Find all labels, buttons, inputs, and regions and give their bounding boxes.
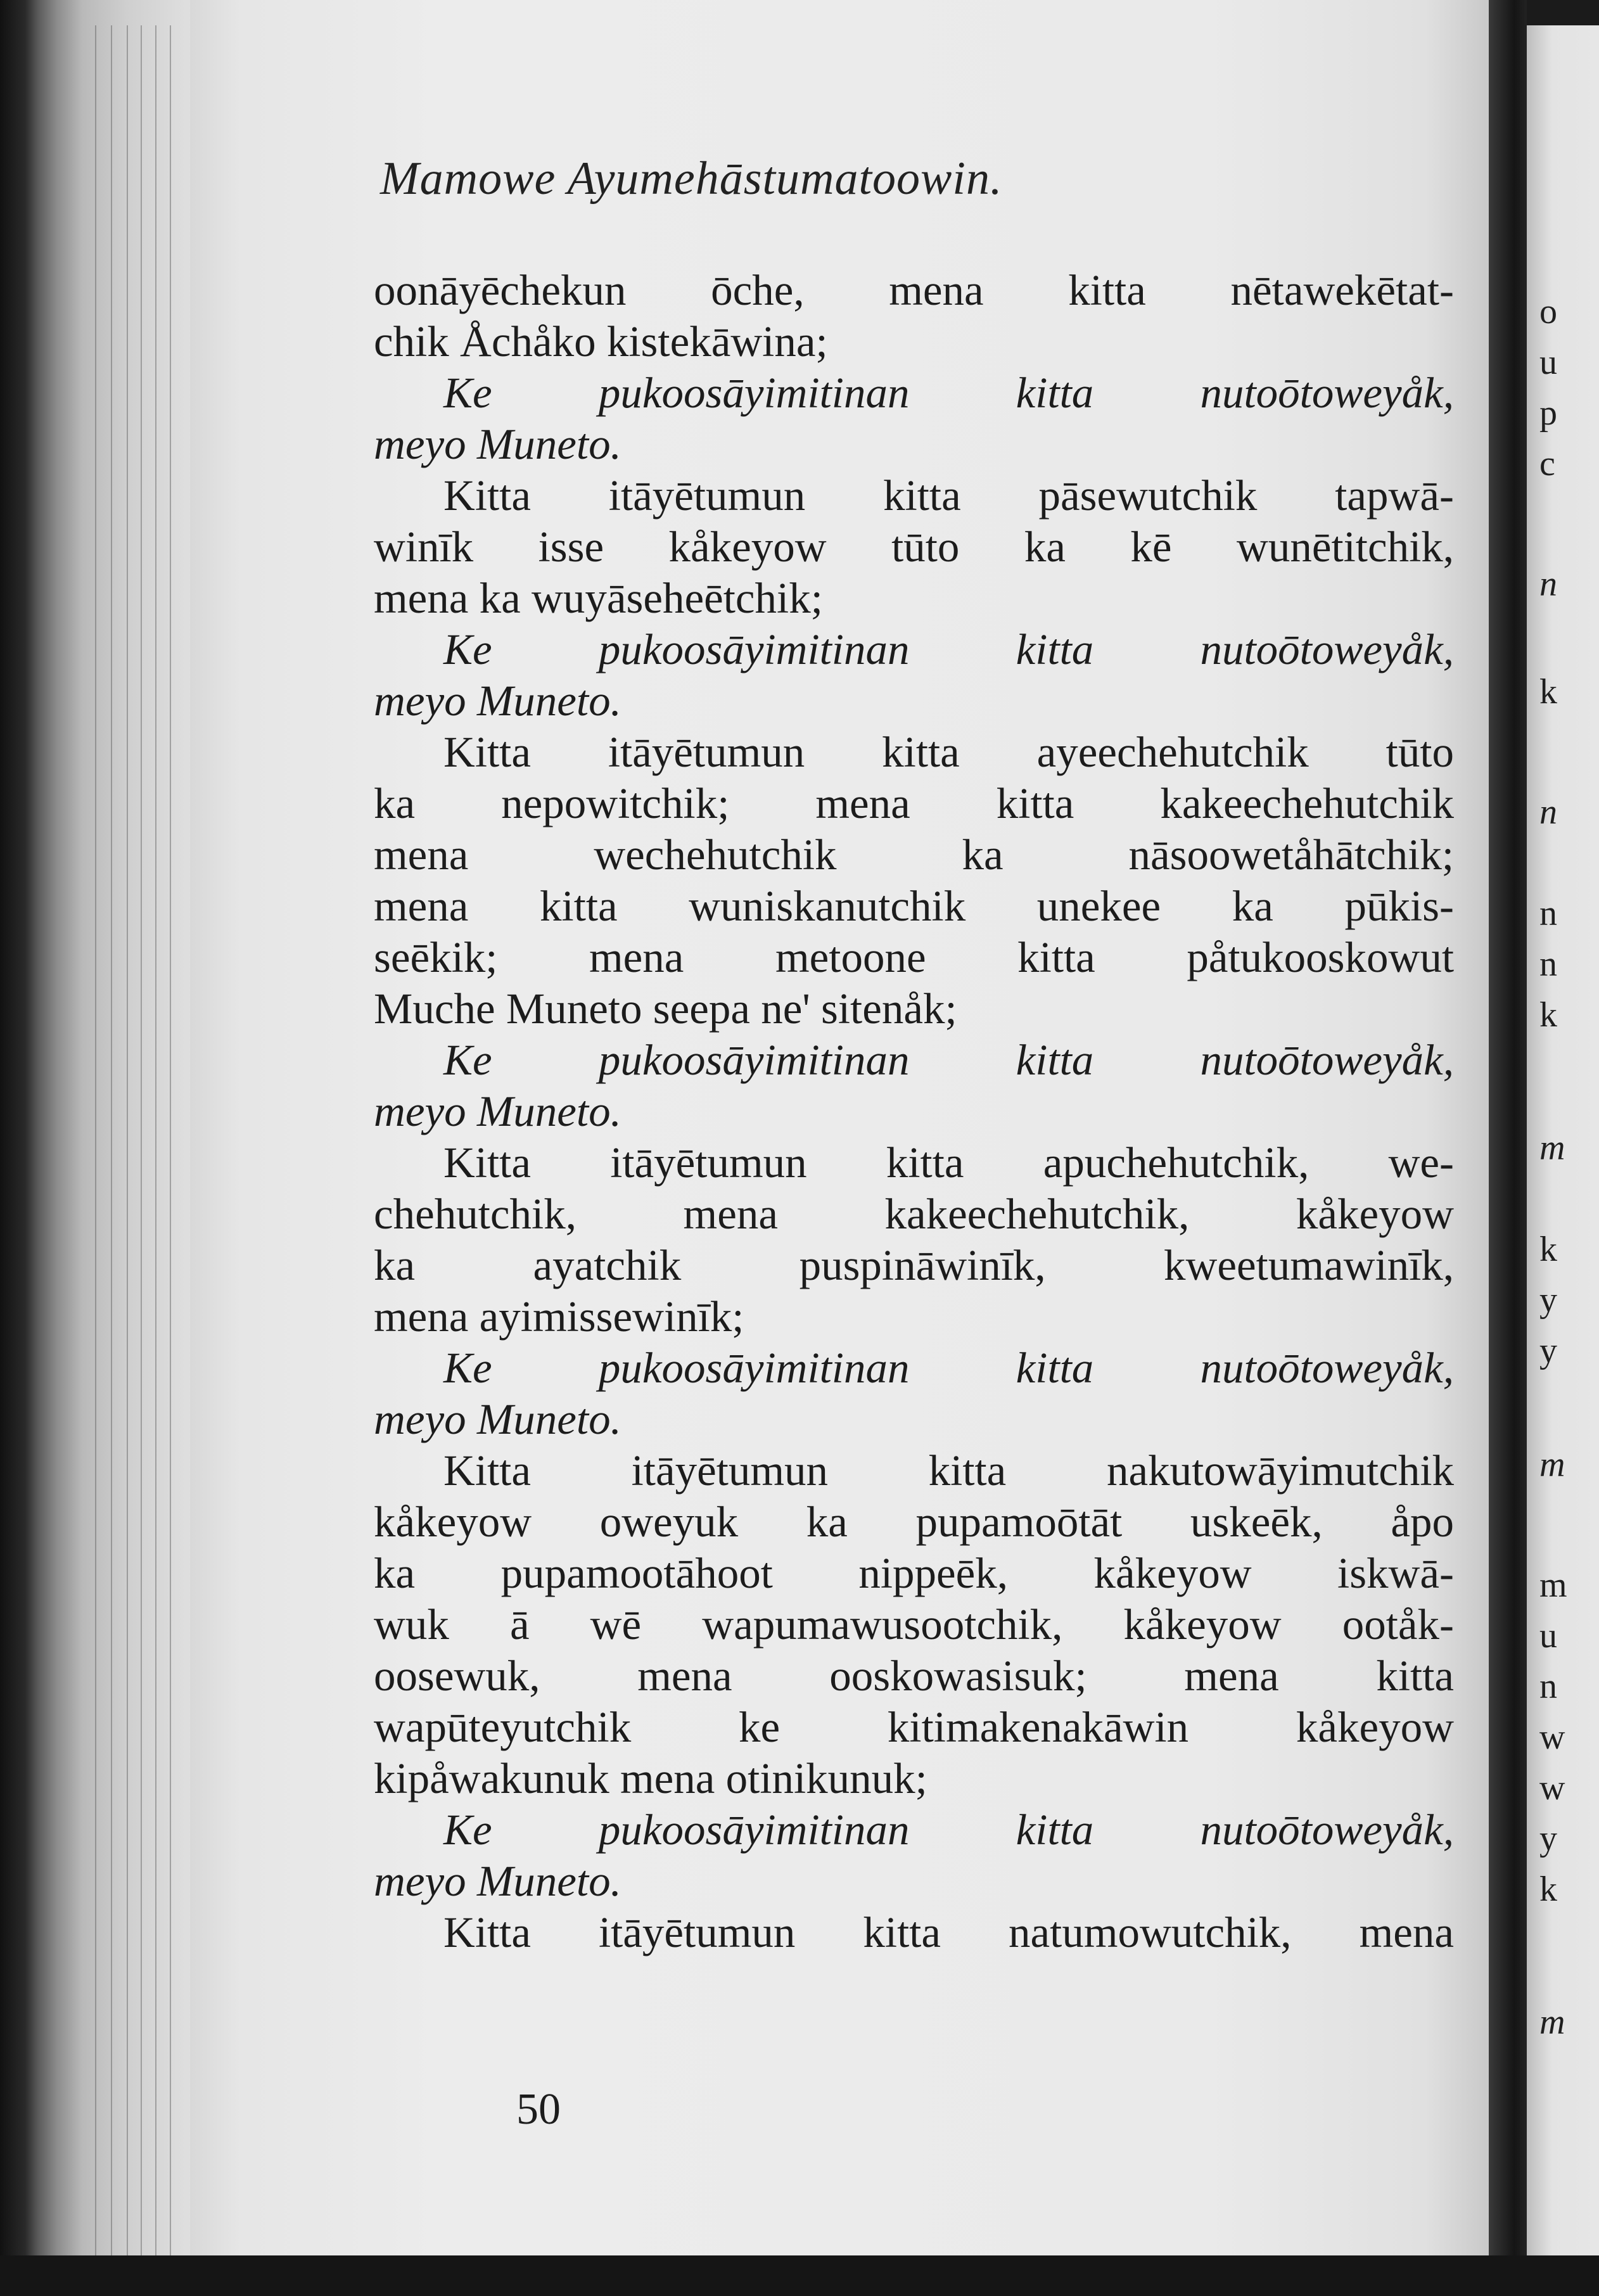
response-line: Ke pukoosāyimitinan kitta nutoōtoweyåk, (443, 1806, 1454, 1854)
text-line: Kitta itāyētumun kitta ayeechehutchik tūto (443, 728, 1454, 776)
facing-page-edge (1527, 25, 1599, 2268)
text-line: wuk ā wē wapumawusootchik, kåkeyow ootåk- (374, 1600, 1454, 1649)
text-line: oosewuk, mena ooskowasisuk; mena kitta (374, 1652, 1454, 1700)
facing-page-fragment: n (1539, 894, 1557, 933)
facing-page-fragment: m (1539, 1128, 1565, 1168)
text-line: Kitta itāyētumun kitta nakutowāyimutchik (443, 1446, 1454, 1495)
text-line: mena kitta wuniskanutchik unekee ka pūkis- (374, 882, 1454, 930)
facing-page-fragment: n (1539, 793, 1557, 832)
text-line: winīk isse kåkeyow tūto ka kē wunētitchik, (374, 523, 1454, 571)
text-line: ka ayatchik puspināwinīk, kweetumawinīk, (374, 1241, 1454, 1289)
book-page-edges (0, 0, 209, 2296)
text-line: mena ka wuyāseheētchik; (374, 574, 823, 622)
book-gutter (1489, 0, 1527, 2296)
scan-border (0, 2255, 1599, 2296)
facing-page-fragment: o (1539, 292, 1557, 331)
text-line: Kitta itāyētumun kitta natumowutchik, mena (443, 1908, 1454, 1956)
facing-page-fragment: n (1539, 1667, 1557, 1706)
text-line: mena wechehutchik ka nāsoowetåhātchik; (374, 831, 1454, 879)
facing-page-fragment: w (1539, 1718, 1565, 1757)
facing-page-fragment: n (1539, 564, 1557, 604)
facing-page-fragment: y (1539, 1819, 1557, 1858)
facing-page-fragment: m (1539, 1445, 1565, 1484)
response-line: meyo Muneto. (374, 1857, 621, 1905)
response-line: Ke pukoosāyimitinan kitta nutoōtoweyåk, (443, 625, 1454, 673)
text-line: ka nepowitchik; mena kitta kakeechehutchik (374, 779, 1454, 827)
text-line: mena ayimissewinīk; (374, 1292, 744, 1341)
text-line: Kitta itāyētumun kitta apuchehutchik, we- (443, 1138, 1454, 1187)
text-line: ka pupamootāhoot nippeēk, kåkeyow iskwā- (374, 1549, 1454, 1597)
running-title: Mamowe Ayumehāstumatoowin. (380, 153, 1003, 205)
text-line: wapūteyutchik ke kitimakenakāwin kåkeyow (374, 1703, 1454, 1751)
response-line: meyo Muneto. (374, 677, 621, 725)
response-line: meyo Muneto. (374, 1395, 621, 1443)
facing-page-fragment: w (1539, 1768, 1565, 1808)
response-line: Ke pukoosāyimitinan kitta nutoōtoweyåk, (443, 369, 1454, 417)
facing-page-fragment: u (1539, 343, 1557, 382)
response-line: meyo Muneto. (374, 420, 621, 468)
facing-page-fragment: u (1539, 1616, 1557, 1655)
facing-page-fragment: y (1539, 1331, 1557, 1370)
text-line: kåkeyow oweyuk ka pupamoōtāt uskeēk, åpo (374, 1498, 1454, 1546)
response-line: Ke pukoosāyimitinan kitta nutoōtoweyåk, (443, 1036, 1454, 1084)
facing-page-fragment: k (1539, 1230, 1557, 1269)
response-line: meyo Muneto. (374, 1087, 621, 1135)
facing-page-fragment: k (1539, 672, 1557, 711)
page-body-text (374, 265, 1454, 1958)
facing-page-fragment: m (1539, 2003, 1565, 2042)
page-number: 50 (516, 2085, 561, 2134)
facing-page-fragment: m (1539, 1566, 1567, 1605)
response-line: Ke pukoosāyimitinan kitta nutoōtoweyåk, (443, 1344, 1454, 1392)
text-line: Kitta itāyētumun kitta pāsewutchik tapwā- (443, 471, 1454, 520)
text-line: oonāyēchekun ōche, mena kitta nētawekētat- (374, 266, 1454, 314)
text-line: kipåwakunuk mena otinikunuk; (374, 1754, 927, 1802)
facing-page-fragment: k (1539, 1870, 1557, 1909)
facing-page-fragment: p (1539, 393, 1557, 433)
facing-page-fragment: n (1539, 945, 1557, 984)
text-line: chehutchik, mena kakeechehutchik, kåkeyow (374, 1190, 1454, 1238)
facing-page-fragment: k (1539, 995, 1557, 1035)
facing-page-fragment: c (1539, 444, 1555, 483)
facing-page-fragment: y (1539, 1280, 1557, 1320)
text-line: seēkik; mena metoone kitta påtukooskowut (374, 933, 1454, 981)
text-line: Muche Muneto seepa ne' sitenåk; (374, 985, 957, 1033)
text-line: chik Åchåko kistekāwina; (374, 317, 828, 366)
